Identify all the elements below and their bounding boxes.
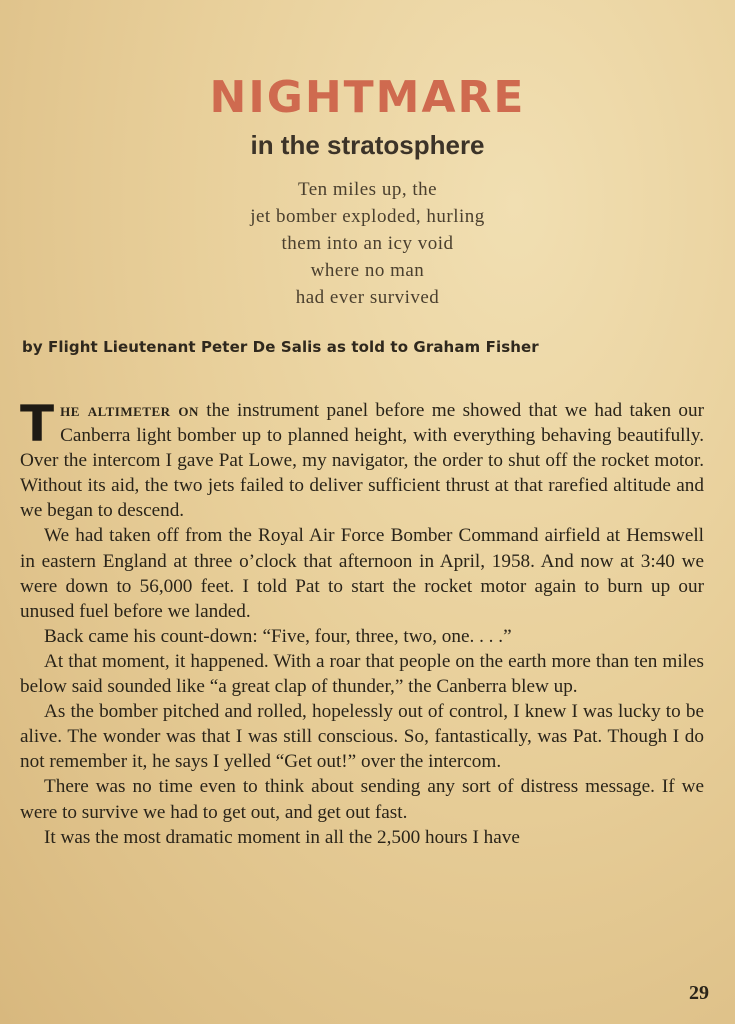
deck-line: where no man (310, 260, 425, 281)
article-title: NIGHTMARE (209, 72, 526, 123)
deck-line: Ten miles up, the (297, 179, 438, 200)
deck-line: them into an icy void (281, 233, 454, 254)
lead-in: he altimeter on (60, 400, 199, 421)
paragraph-text: the instrument panel before me showed that we had taken our Canberra light bomber up to planned height, with everything behaving beautifully. Over the intercom I gave Pat Lowe, my navigator, the order to shut off the rocket motor. Without its aid, the two jets failed to deliver sufficient thrust at that rarefied altitude and we began to descend. (20, 400, 704, 522)
paragraph: Back came his count-down: “Five, four, three, two, one. . . .” (44, 625, 512, 647)
page-number: 29 (689, 982, 709, 1004)
paragraph: As the bomber pitched and rolled, hopelessly out of control, I knew I was lucky to be alive. The wonder was that I was still conscious. So, fantastically, was Pat. Though I do not remember it, he says I yelled “Get out!” over the intercom. (20, 701, 704, 773)
paragraph (20, 395, 704, 523)
paragraph: There was no time even to think about sending any sort of distress message. If we were to survive we had to get out, and get out fast. (20, 776, 704, 823)
byline: by Flight Lieutenant Peter De Salis as told to Graham Fisher (22, 338, 539, 356)
article-deck (0, 176, 735, 311)
paragraph: We had taken off from the Royal Air Force Bomber Command airfield at Hemswell in eastern England at three o’clock that afternoon in April, 1958. And now at 3:40 we were down to 56,000 feet. I told Pat to start the rocket motor again to burn up our unused fuel before we landed. (20, 525, 704, 622)
deck-line: jet bomber exploded, hurling (250, 206, 485, 227)
paragraph: It was the most dramatic moment in all the 2,500 hours I have (44, 826, 520, 848)
article-subtitle: in the stratosphere (250, 130, 485, 160)
deck-line: had ever survived (295, 287, 440, 308)
drop-cap: T (20, 395, 55, 453)
paragraph: At that moment, it happened. With a roar that people on the earth more than ten miles below said sounded like “a great clap of thunder,” the Canberra blew up. (20, 650, 704, 698)
article-body (20, 395, 704, 850)
